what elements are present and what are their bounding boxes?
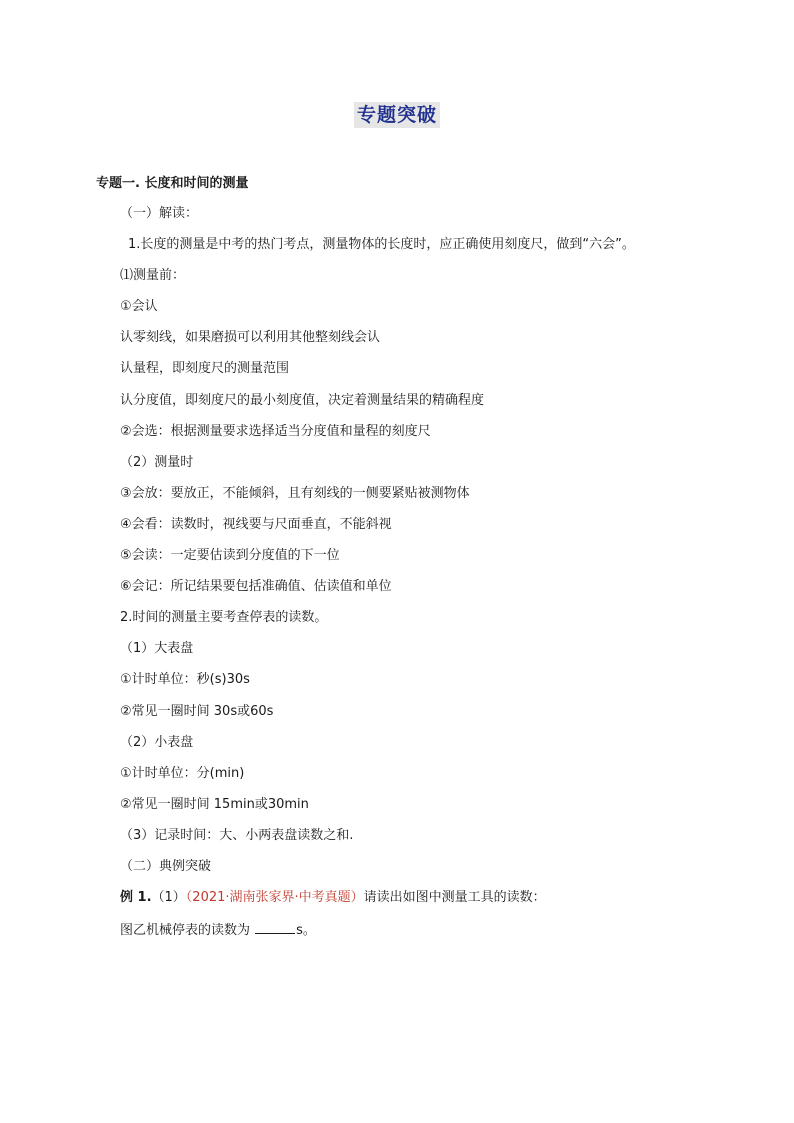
text-line: 认零刻线，如果磨损可以利用其他整刻线会认 [120,330,381,346]
answer-suffix: s。 [296,923,316,939]
text-line: ②会选：根据测量要求选择适当分度值和量程的刻度尺 [120,423,431,439]
title-container [0,102,794,128]
page-title: 专题突破 [354,102,440,128]
text-line: 2.时间的测量主要考查停表的读数。 [120,610,328,626]
body-lines [0,205,794,951]
section-title: 专题一. 长度和时间的测量 [96,176,249,191]
example-part: （1） [151,890,186,906]
text-line: ⑴测量前： [120,268,186,284]
text-line: ①计时单位：分(min) [120,765,245,781]
example-source: （2021·湖南张家界·中考真题） [185,890,364,906]
answer-prefix: 图乙机械停表的读数为 [120,923,251,939]
text-line: （1）大表盘 [120,641,194,657]
text-line: （2）测量时 [120,454,194,470]
text-line: ④会看：读数时，视线要与尺面垂直，不能斜视 [120,516,392,532]
text-line: （3）记录时间：大、小两表盘读数之和. [120,827,354,843]
example-answer-line [0,920,794,951]
text-line: ⑥会记：所记结果要包括准确值、估读值和单位 [120,579,392,595]
text-line: ③会放：要放正，不能倾斜，且有刻线的一侧要紧贴被测物体 [120,485,470,501]
text-line: 1.长度的测量是中考的热门考点，测量物体的长度时，应正确使用刻度尺，做到“六会”。 [128,237,635,253]
text-line: ⑤会读：一定要估读到分度值的下一位 [120,548,340,564]
text-line: 认量程，即刻度尺的测量范围 [120,361,290,377]
example-question-line [0,889,794,920]
text-line: ②常见一圈时间 15min或30min [120,796,309,812]
text-line: ②常见一圈时间 30s或60s [120,703,274,719]
text-line: （一）解读： [120,206,199,221]
text-line: ①计时单位：秒(s)30s [120,672,250,688]
text-line: （2）小表盘 [120,734,194,750]
example-label: 例 1. [120,890,152,906]
text-line: （二）典例突破 [120,858,212,874]
text-line: ①会认 [120,299,158,315]
text-line: 认分度值，即刻度尺的最小刻度值，决定着测量结果的精确程度 [120,392,485,408]
example-question: 请读出如图中测量工具的读数： [363,890,546,906]
answer-blank[interactable] [255,920,295,934]
